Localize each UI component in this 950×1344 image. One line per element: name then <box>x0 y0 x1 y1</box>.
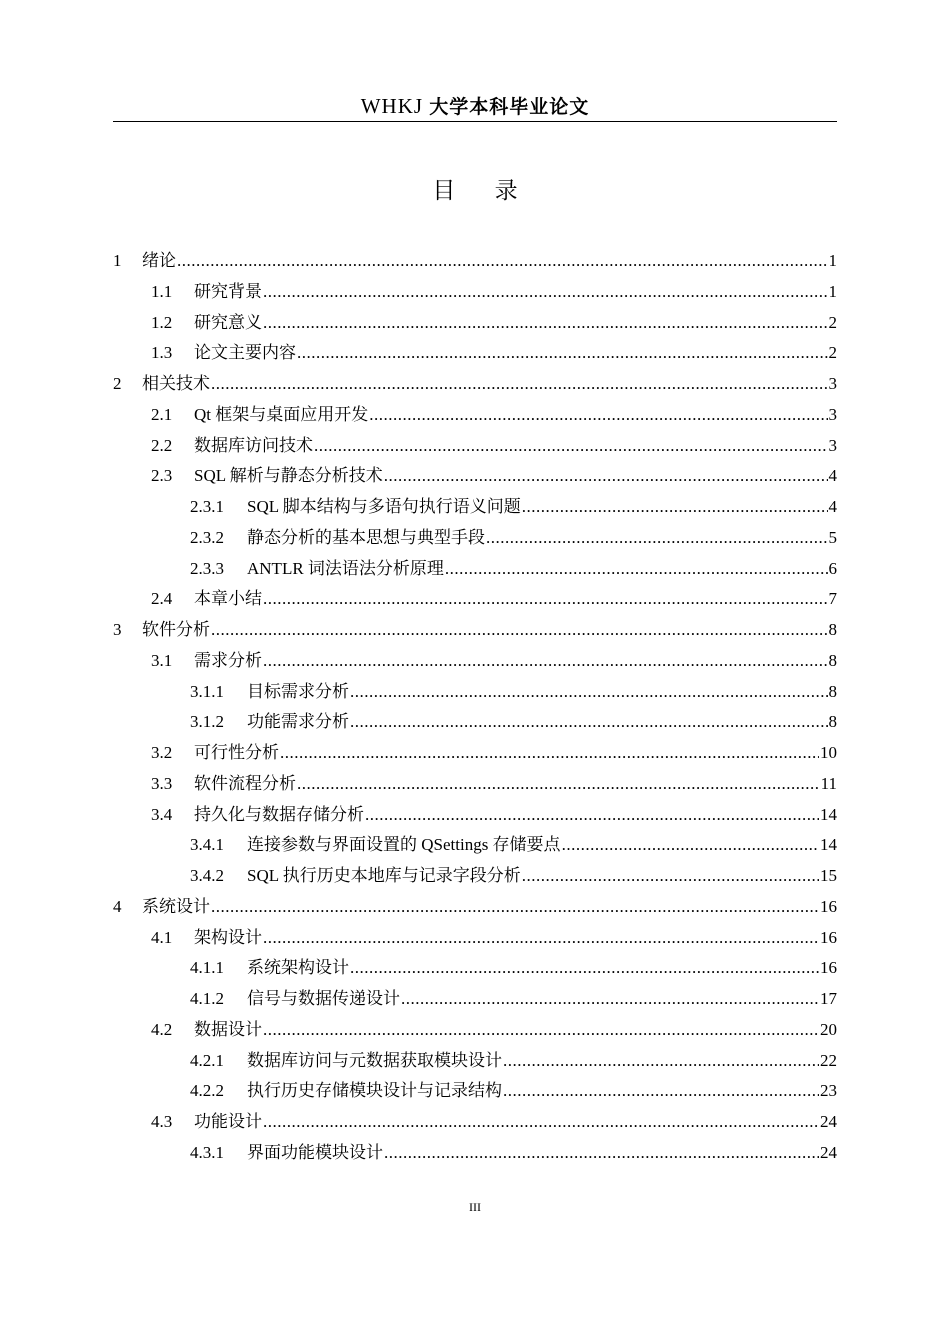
toc-entry[interactable] <box>113 892 837 923</box>
toc-entry-label: 静态分析的基本思想与典型手段 <box>247 527 485 547</box>
toc-entry[interactable] <box>113 584 837 615</box>
header-title: 大学本科毕业论文 <box>429 96 590 118</box>
toc-entry-page: 23 <box>820 1081 837 1101</box>
toc-entry-number: 3.2 <box>151 743 173 762</box>
toc-entry-number: 2 <box>113 374 122 393</box>
toc-entry-label: 论文主要内容 <box>194 343 296 363</box>
toc-entry-page: 10 <box>820 743 837 762</box>
toc-entry-label: 可行性分析 <box>194 743 279 762</box>
toc-entry-number: 4 <box>113 896 122 916</box>
toc-entry[interactable] <box>113 769 837 800</box>
toc-entry-label: 执行历史存储模块设计与记录结构 <box>247 1081 502 1101</box>
toc-entry[interactable] <box>113 830 837 861</box>
toc-entry[interactable] <box>113 277 837 308</box>
toc-entry-number: 2.1 <box>151 404 173 424</box>
page-header <box>113 92 837 122</box>
toc-entry-number: 3.1 <box>151 650 173 670</box>
toc-dot-leader <box>211 892 819 923</box>
toc-entry-label: 相关技术 <box>142 374 210 393</box>
toc-dot-leader <box>445 554 828 585</box>
toc-entry[interactable] <box>113 431 837 462</box>
toc-dot-leader <box>401 984 819 1015</box>
toc-entry[interactable] <box>113 461 837 492</box>
toc-entry-page: 24 <box>820 1142 837 1162</box>
toc-dot-leader <box>350 677 828 708</box>
toc-entry-number: 4.2.1 <box>190 1050 224 1070</box>
header-prefix: WHKJ <box>360 94 424 118</box>
toc-entry-page: 5 <box>828 527 837 547</box>
toc-dot-leader <box>350 707 828 738</box>
toc-dot-leader <box>263 308 828 339</box>
toc-entry-number: 2.3 <box>151 466 173 486</box>
toc-dot-leader <box>297 338 828 369</box>
toc-entry-number: 4.1 <box>151 927 173 947</box>
toc-entry-label: SQL 脚本结构与多语句执行语义问题 <box>247 497 521 516</box>
toc-dot-leader <box>503 1076 819 1107</box>
toc-entry-page: 3 <box>828 435 837 455</box>
toc-dot-leader <box>365 800 819 831</box>
toc-entry[interactable] <box>113 984 837 1015</box>
toc-dot-leader <box>263 1015 819 1046</box>
toc-entry-page: 4 <box>828 497 837 516</box>
toc-entry[interactable] <box>113 400 837 431</box>
toc-entry-label: 软件分析 <box>142 620 210 639</box>
toc-entry-number: 3.4 <box>151 804 173 824</box>
toc-entry[interactable] <box>113 861 837 892</box>
toc-entry-number: 1.2 <box>151 312 173 332</box>
toc-entry-label: 本章小结 <box>194 589 262 609</box>
toc-entry-page: 2 <box>828 312 837 332</box>
toc-entry-label: 需求分析 <box>194 650 262 670</box>
page-number: III <box>469 1200 481 1214</box>
toc-entry-label: 数据库访问技术 <box>194 435 313 455</box>
toc-dot-leader <box>211 615 828 646</box>
toc-entry-number: 2.4 <box>151 589 173 609</box>
toc-entry-page: 3 <box>828 404 837 424</box>
toc-entry-label: 软件流程分析 <box>194 773 296 793</box>
toc-entry-label: 绪论 <box>142 251 176 270</box>
toc-entry-number: 3.4.2 <box>190 866 224 885</box>
toc-entry-number: 4.3.1 <box>190 1142 224 1162</box>
toc-dot-leader <box>522 861 819 892</box>
toc-entry-label: 系统设计 <box>142 896 210 916</box>
toc-dot-leader <box>263 646 828 677</box>
toc-entry-page: 8 <box>828 681 837 701</box>
toc-entry-number: 3 <box>113 620 122 639</box>
toc-entry-number: 4.3 <box>151 1112 173 1131</box>
toc-entry-page: 8 <box>828 620 837 639</box>
toc-dot-leader <box>384 461 828 492</box>
toc-dot-leader <box>263 277 828 308</box>
toc-entry-number: 3.3 <box>151 773 173 793</box>
toc-entry[interactable] <box>113 1015 837 1046</box>
toc-entry[interactable] <box>113 800 837 831</box>
toc-entry-page: 8 <box>828 712 837 732</box>
toc-dot-leader <box>263 923 819 954</box>
toc-entry[interactable] <box>113 615 837 646</box>
toc-entry-number: 1.3 <box>151 343 173 363</box>
toc-dot-leader <box>177 246 828 277</box>
toc-entry-label: 研究意义 <box>194 312 262 332</box>
toc-entry-label: 系统架构设计 <box>247 958 349 978</box>
toc-entry[interactable] <box>113 308 837 339</box>
toc-entry-label: SQL 执行历史本地库与记录字段分析 <box>247 866 521 885</box>
toc-dot-leader <box>486 523 828 554</box>
toc-entry-label: Qt 框架与桌面应用开发 <box>194 404 369 424</box>
toc-entry[interactable] <box>113 246 837 277</box>
toc-entry-number: 2.3.3 <box>190 558 224 578</box>
toc-dot-leader <box>369 400 827 431</box>
toc-entry-page: 16 <box>820 927 837 947</box>
toc-entry-page: 7 <box>828 589 837 609</box>
toc-entry-page: 20 <box>820 1019 837 1039</box>
toc-entry-label: 研究背景 <box>194 281 262 301</box>
toc-entry-page: 3 <box>828 374 837 393</box>
toc-dot-leader <box>211 369 828 400</box>
toc-entry-number: 3.1.1 <box>190 681 224 701</box>
toc-dot-leader <box>280 738 819 769</box>
toc-entry-label: 功能设计 <box>194 1112 262 1131</box>
toc-entry-page: 14 <box>820 804 837 824</box>
toc-entry-number: 4.2.2 <box>190 1081 224 1101</box>
toc-entry-number: 2.3.2 <box>190 527 224 547</box>
toc-entry-label: 数据库访问与元数据获取模块设计 <box>247 1050 502 1070</box>
toc-entry-page: 1 <box>828 251 837 270</box>
toc-entry-page: 8 <box>828 650 837 670</box>
toc-entry-page: 11 <box>820 773 837 793</box>
toc-entry-page: 24 <box>820 1112 837 1131</box>
toc-entry-label: ANTLR 词法语法分析原理 <box>247 558 444 578</box>
toc-dot-leader <box>314 431 828 462</box>
toc-entry[interactable] <box>113 1076 837 1107</box>
header-rule <box>113 121 837 122</box>
toc-entry[interactable] <box>113 492 837 523</box>
toc-title: 目 录 <box>432 178 534 204</box>
toc-entry-label: 数据设计 <box>194 1019 262 1039</box>
toc-entry-number: 4.1.2 <box>190 989 224 1008</box>
toc-entry-label: 信号与数据传递设计 <box>247 989 400 1008</box>
toc-entry[interactable] <box>113 523 837 554</box>
toc-entry[interactable] <box>113 1107 837 1138</box>
toc-entry-page: 14 <box>820 835 837 855</box>
toc-entry[interactable] <box>113 677 837 708</box>
toc-entry-label: 界面功能模块设计 <box>247 1142 383 1162</box>
toc-entry-number: 2.3.1 <box>190 497 224 516</box>
toc-entry[interactable] <box>113 338 837 369</box>
toc-entry-page: 16 <box>820 958 837 978</box>
toc-entry[interactable] <box>113 554 837 585</box>
toc-entry[interactable] <box>113 738 837 769</box>
toc-dot-leader <box>503 1046 819 1077</box>
toc-entry-label: SQL 解析与静态分析技术 <box>194 466 383 486</box>
toc-dot-leader <box>297 769 820 800</box>
toc-entry-page: 22 <box>820 1050 837 1070</box>
toc-dot-leader <box>522 492 828 523</box>
toc-entry[interactable] <box>113 953 837 984</box>
toc-entry-number: 3.4.1 <box>190 835 224 855</box>
toc-entry-label: 架构设计 <box>194 927 262 947</box>
toc-entry[interactable] <box>113 369 837 400</box>
toc-entry-label: 连接参数与界面设置的 QSettings 存储要点 <box>247 835 561 855</box>
toc-entry[interactable] <box>113 1138 837 1169</box>
toc-entry-number: 1.1 <box>151 281 173 301</box>
toc-entry-number: 4.2 <box>151 1019 173 1039</box>
toc-dot-leader <box>562 830 819 861</box>
toc-entry[interactable] <box>113 646 837 677</box>
toc-entry-number: 3.1.2 <box>190 712 224 732</box>
toc-entry-label: 功能需求分析 <box>247 712 349 732</box>
toc-entry-number: 2.2 <box>151 435 173 455</box>
toc-dot-leader <box>350 953 819 984</box>
toc-entry-page: 2 <box>828 343 837 363</box>
toc-entry-number: 4.1.1 <box>190 958 224 978</box>
toc-dot-leader <box>384 1138 819 1169</box>
toc-entry-page: 6 <box>828 558 837 578</box>
toc-entry-page: 15 <box>820 866 837 885</box>
toc-entry[interactable] <box>113 1046 837 1077</box>
toc-entry[interactable] <box>113 923 837 954</box>
toc-entry-label: 持久化与数据存储分析 <box>194 804 364 824</box>
table-of-contents <box>113 246 837 1169</box>
toc-entry-page: 17 <box>820 989 837 1008</box>
toc-entry-page: 16 <box>820 896 837 916</box>
toc-dot-leader <box>263 584 828 615</box>
toc-entry-page: 1 <box>828 281 837 301</box>
toc-entry-page: 4 <box>828 466 837 486</box>
toc-entry[interactable] <box>113 707 837 738</box>
toc-entry-number: 1 <box>113 251 122 270</box>
toc-dot-leader <box>263 1107 819 1138</box>
toc-entry-label: 目标需求分析 <box>247 681 349 701</box>
